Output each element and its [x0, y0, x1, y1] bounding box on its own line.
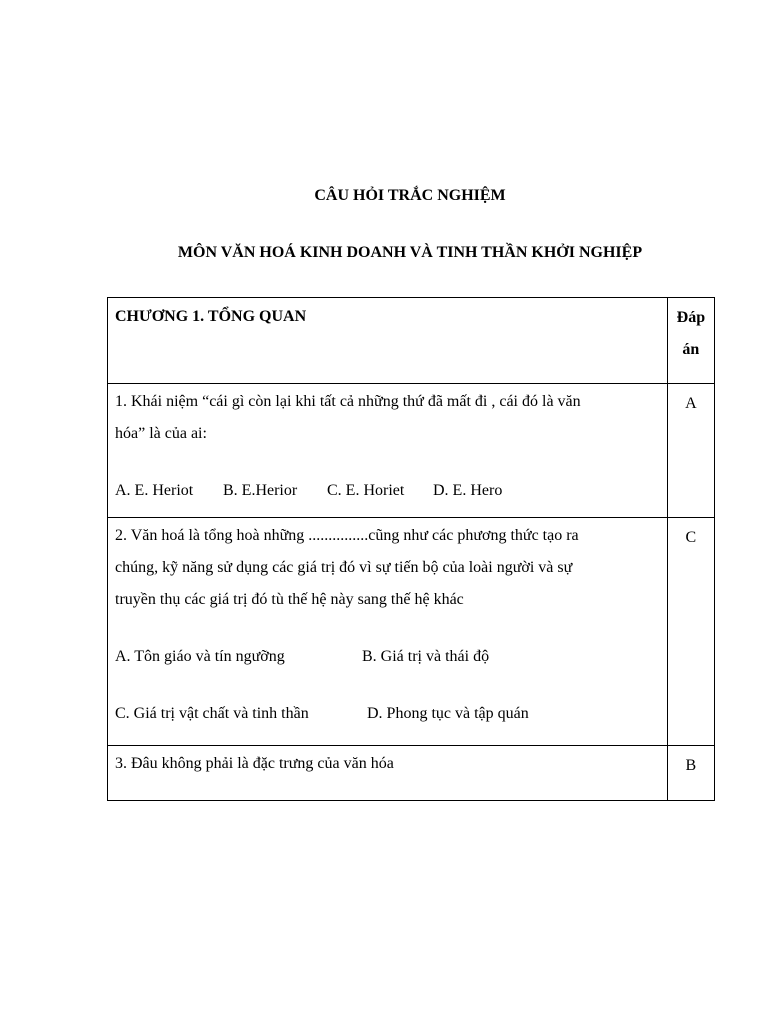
question-cell-1: [108, 384, 668, 518]
option-1-c: C. E. Horiet: [327, 482, 405, 499]
question-2-line-1: 2. Văn hoá là tổng hoà những ...............cũng như các phương thức tạo ra: [115, 527, 579, 544]
question-1-line-1: 1. Khái niệm “cái gì còn lại khi tất cả những thứ đã mất đi , cái đó là văn: [115, 393, 581, 410]
answer-header-line1: Đáp: [676, 309, 706, 326]
question-2-line-2: chúng, kỹ năng sử dụng các giá trị đó vì sự tiến bộ của loài người và sự: [115, 559, 573, 576]
answer-header-line2: án: [682, 341, 700, 358]
answer-2: C: [685, 529, 697, 546]
subject-title: MÔN VĂN HOÁ KINH DOANH VÀ TINH THẦN KHỞI NGHIỆP: [177, 244, 643, 261]
question-row-3: [108, 746, 715, 801]
answer-header-cell: [667, 298, 714, 384]
header-row: [108, 298, 715, 384]
question-1-options: [115, 475, 660, 507]
answer-cell-3: [667, 746, 714, 801]
option-2-d: D. Phong tục và tập quán: [367, 705, 529, 722]
option-2-c: C. Giá trị vật chất và tinh thần: [115, 705, 309, 722]
question-3-line-1: 3. Đâu không phải là đặc trưng của văn hóa: [115, 755, 394, 772]
option-2-b: B. Giá trị và thái độ: [362, 648, 490, 665]
option-1-b: B. E.Herior: [223, 482, 298, 499]
chapter-heading: CHƯƠNG 1. TỔNG QUAN: [115, 308, 307, 325]
question-row-1: [108, 384, 715, 518]
answer-1: A: [685, 395, 697, 412]
option-1-d: D. E. Hero: [433, 482, 503, 499]
question-2-options-row-2: [115, 698, 660, 730]
question-2-options-row-1: [115, 641, 660, 673]
question-2-line-3: truyền thụ các giá trị đó tù thế hệ này sang thế hệ khác: [115, 591, 464, 608]
chapter-cell: [108, 298, 668, 384]
answer-3: B: [685, 757, 697, 774]
quiz-table: [107, 297, 715, 801]
answer-cell-1: [667, 384, 714, 518]
question-1-line-2: hóa” là của ai:: [115, 425, 207, 442]
option-2-a: A. Tôn giáo và tín ngưỡng: [115, 648, 285, 665]
question-cell-3: [108, 746, 668, 801]
page-title: CÂU HỎI TRẮC NGHIỆM: [314, 187, 506, 204]
question-row-2: [108, 518, 715, 746]
option-1-a: A. E. Heriot: [115, 482, 194, 499]
answer-cell-2: [667, 518, 714, 746]
question-cell-2: [108, 518, 668, 746]
